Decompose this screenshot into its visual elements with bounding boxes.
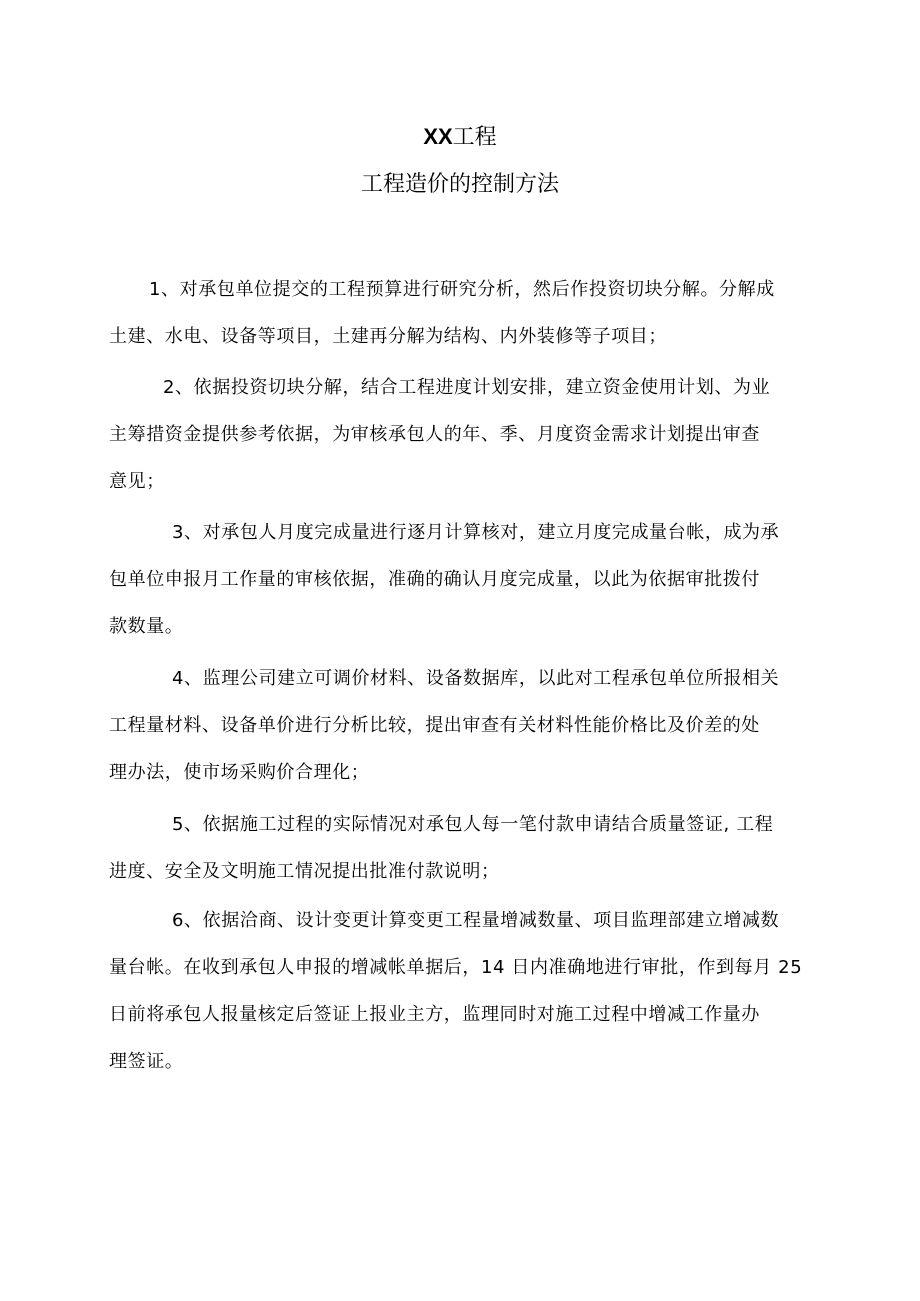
- paragraph-line: 6、依据洽商、设计变更计算变更工程量增减数量、项目监理部建立增减数: [172, 910, 780, 931]
- paragraph-line: 理签证。: [109, 1051, 184, 1072]
- title-prefix: XX: [423, 124, 453, 149]
- title-suffix: 工程: [452, 125, 497, 150]
- paragraph-line: 日前将承包人报量核定后签证上报业主方，监理同时对施工过程中增减工作量办: [109, 1004, 760, 1025]
- paragraph-3: [109, 509, 829, 650]
- paragraph-line: 款数量。: [109, 616, 184, 637]
- paragraph-line: 理办法，使市场采购价合理化；: [109, 762, 370, 783]
- page-title: [0, 124, 920, 150]
- paragraph-line: 包单位申报月工作量的审核依据，准确的确认月度完成量，以此为依据审批拨付: [109, 569, 760, 590]
- paragraph-1: [109, 266, 829, 360]
- title-block: [0, 124, 920, 198]
- paragraph-line: 土建、水电、设备等项目，土建再分解为结构、内外装修等子项目；: [109, 326, 667, 347]
- page-subtitle: 工程造价的控制方法: [360, 172, 559, 197]
- paragraph-line: 量台帐。在收到承包人申报的增减帐单据后，14 日内准确地进行审批，作到每月 25: [109, 957, 803, 978]
- paragraph-line: 主筹措资金提供参考依据，为审核承包人的年、季、月度资金需求计划提出审查: [109, 424, 760, 445]
- paragraph-line: 进度、安全及文明施工情况提出批准付款说明；: [109, 861, 500, 882]
- paragraph-6: [109, 897, 829, 1085]
- paragraph-line: 意见；: [109, 471, 165, 492]
- paragraph-4: [109, 655, 829, 796]
- paragraph-line: 工程量材料、设备单价进行分析比较，提出审查有关材料性能价格比及价差的处: [109, 715, 760, 736]
- paragraph-5: [109, 801, 829, 895]
- paragraph-line: 5、依据施工过程的实际情况对承包人每一笔付款申请结合质量签证, 工程: [172, 814, 774, 835]
- paragraph-2: [109, 364, 829, 505]
- paragraph-line: 4、监理公司建立可调价材料、设备数据库，以此对工程承包单位所报相关: [172, 668, 780, 689]
- paragraph-line: 2、依据投资切块分解，结合工程进度计划安排，建立资金使用计划、为业: [163, 377, 771, 398]
- paragraph-line: 1、对承包单位提交的工程预算进行研究分析，然后作投资切块分解。分解成: [149, 279, 775, 300]
- paragraph-line: 3、对承包人月度完成量进行逐月计算核对，建立月度完成量台帐，成为承: [172, 522, 780, 543]
